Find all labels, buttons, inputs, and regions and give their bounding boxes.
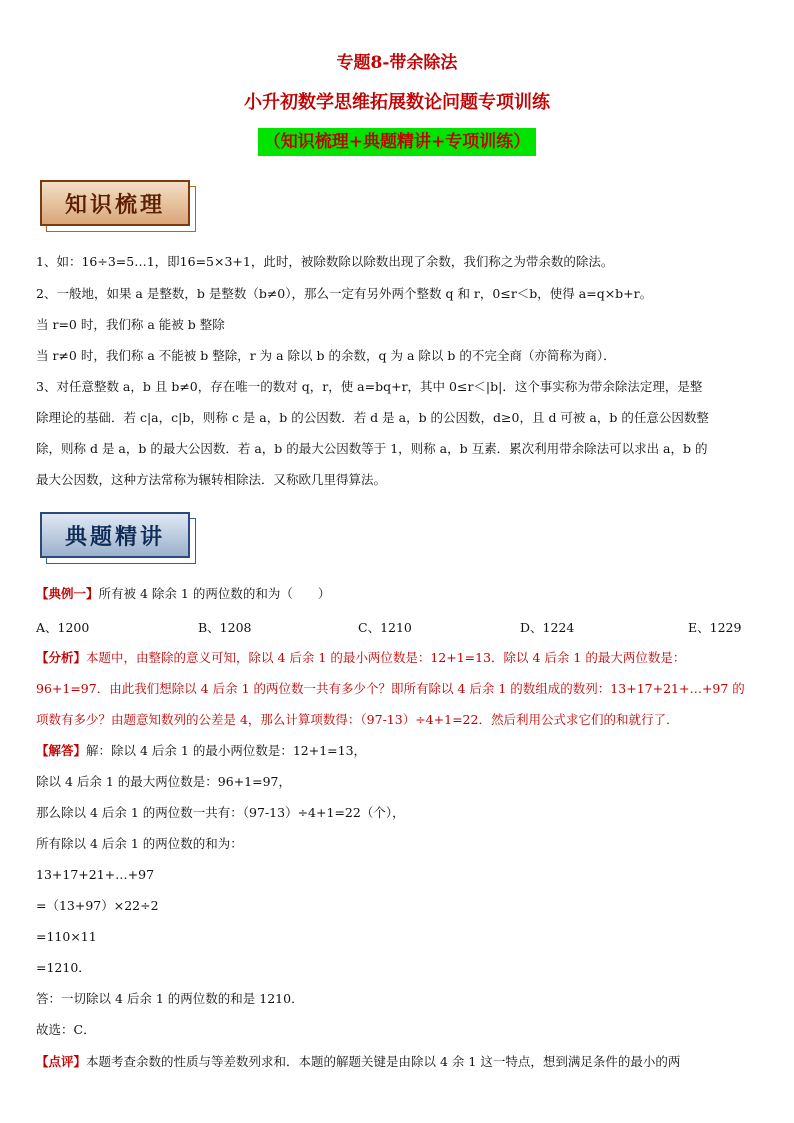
answer-line-2: 除以 4 后余 1 的最大两位数是：96+1=97， [36,774,292,789]
option-a: A、1200 [36,620,90,635]
answer-line-7: =110×11 [36,929,97,944]
answer-tag: 【解答】 [36,743,87,758]
analysis-line-3: 项数有多少？由题意知数列的公差是 4，那么计算项数得：（97-13）÷4+1=22．然后利用公式求它们的和就行了． [36,712,679,727]
knowledge-line-3: 当 r=0 时，我们称 a 能被 b 整除 [36,317,225,332]
answer-line-4: 所有除以 4 后余 1 的两位数的和为： [36,836,243,851]
knowledge-line-5: 3、对任意整数 a，b 且 b≠0，存在唯一的数对 q，r，使 a=bq+r，其中 0≤r＜|b|．这个事实称为带余除法定理，是整 [36,379,703,394]
analysis-line-1 [36,648,766,668]
series-title: 小升初数学思维拓展数论问题专项训练 [244,92,550,113]
example-question [36,584,766,604]
question-text: 所有被 4 除余 1 的两位数的和为（ ） [98,586,331,601]
answer-line-10: 故选：C． [36,1022,96,1037]
knowledge-line-7: 除，则称 d 是 a，b 的最大公因数．若 a，b 的最大公因数等于 1，则称 a，b 互素．累次利用带余除法可以求出 a，b 的 [36,441,708,456]
answer-line-9: 答：一切除以 4 后余 1 的两位数的和是 1210． [36,991,304,1006]
badge-label: 典题精讲 [40,512,190,558]
analysis-tag: 【分析】 [36,650,87,665]
analysis-text: 本题中，由整除的意义可知，除以 4 后余 1 的最小两位数是：12+1=13．除以 4 后余 1 的最大两位数是： [86,650,686,665]
option-b: B、1208 [198,620,252,635]
answer-text: 解：除以 4 后余 1 的最小两位数是：12+1=13， [86,743,367,758]
answer-line-1 [36,741,766,761]
examples-section-badge [40,512,192,560]
comment-text: 本题考查余数的性质与等差数列求和．本题的解题关键是由除以 4 余 1 这一特点，想到满足条件的最小的两 [86,1054,681,1069]
analysis-line-2: 96+1=97．由此我们想除以 4 后余 1 的两位数一共有多少个？即所有除以 4 后余 1 的数组成的数列：13+17+21+…+97 的 [36,681,745,696]
comment-tag: 【点评】 [36,1054,87,1069]
knowledge-line-4: 当 r≠0 时，我们称 a 不能被 b 整除，r 为 a 除以 b 的余数，q 为 a 除以 b 的不完全商（亦简称为商）． [36,348,616,363]
topic-title: 专题8-带余除法 [336,53,458,73]
answer-line-6: =（13+97）×22÷2 [36,898,159,913]
answer-line-3: 那么除以 4 后余 1 的两位数一共有：（97-13）÷4+1=22（个）， [36,805,405,820]
subtitle-wrapper [0,128,794,156]
highlighted-subtitle: （知识梳理+典题精讲+专项训练） [258,128,537,156]
knowledge-line-2: 2、一般地，如果 a 是整数，b 是整数（b≠0），那么一定有另外两个整数 q 和 r，0≤r＜b，使得 a=q×b+r。 [36,286,653,301]
option-e: E、1229 [688,620,742,635]
knowledge-line-1: 1、如：16÷3=5…1，即16=5×3+1，此时，被除数除以除数出现了余数，我们称之为带余数的除法。 [36,254,614,269]
example-tag: 【典例一】 [36,586,99,601]
option-c: C、1210 [358,620,412,635]
badge-label: 知识梳理 [40,180,190,226]
answer-line-5: 13+17+21+…+97 [36,867,155,882]
answer-line-8: =1210． [36,960,91,975]
option-d: D、1224 [520,620,575,635]
knowledge-line-8: 最大公因数，这种方法常称为辗转相除法．又称欧几里得算法。 [36,472,387,487]
comment-line-1 [36,1052,766,1072]
knowledge-line-6: 除理论的基础．若 c|a，c|b，则称 c 是 a，b 的公因数．若 d 是 a，b 的公因数，d≥0，且 d 可被 a，b 的任意公因数整 [36,410,709,425]
knowledge-section-badge [40,180,192,228]
